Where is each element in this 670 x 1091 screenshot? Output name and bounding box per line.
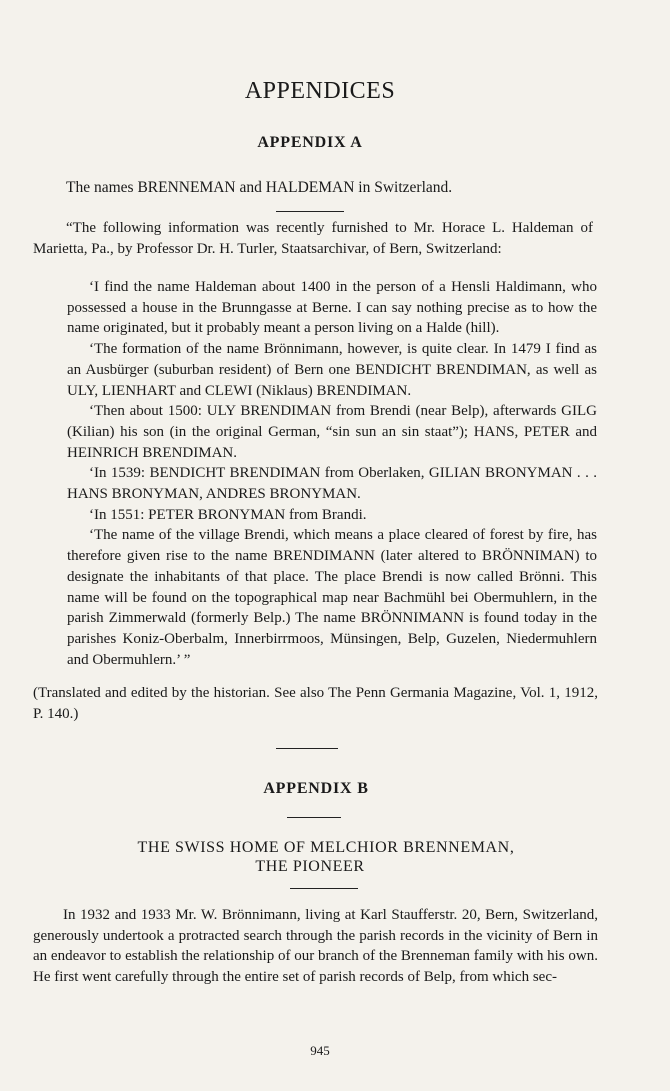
quote-paragraph: ‘I find the name Haldeman about 1400 in the person of a Hensli Haldimann, who possessed a house in the Brunngasse at Berne. I can say nothing precise as to how the name originated, but it probably meant a person living on a Halde (hill).	[67, 279, 597, 337]
divider-rule	[287, 817, 341, 818]
appendix-b-title: APPENDIX B	[263, 780, 369, 797]
appendix-a-title: APPENDIX A	[257, 134, 363, 151]
appendix-b-subtitle-line2: THE PIONEER	[255, 858, 365, 875]
appendix-b-subtitle-line1: THE SWISS HOME OF MELCHIOR BRENNEMAN,	[137, 839, 515, 856]
divider-rule	[276, 748, 338, 749]
appendix-b-paragraph: In 1932 and 1933 Mr. W. Brönnimann, living at Karl Staufferstr. 20, Bern, Switzerland, generously undertook a protracted search through the parish records in the vicinity of Bern in an endeavor to establish the relationship of our branch of the Brenneman family with his own. He first went carefully through the entire set of parish records of Belp, from which sec-	[33, 907, 598, 986]
divider-rule	[290, 888, 358, 889]
page-number: 945	[310, 1043, 330, 1058]
translation-note: (Translated and edited by the historian. See also The Penn Germania Magazine, Vol. 1, 1912, P. 140.)	[33, 685, 598, 722]
quoted-letter	[67, 277, 597, 670]
quote-paragraph: ‘The name of the village Brendi, which means a place cleared of forest by fire, has therefore given rise to the name BRENDIMANN (later altered to BRÖNNIMAN) to designate the inhabitants of that place. The place Brendi is now called Brönni. This name will be found on the topographical map near Bachmühl bei Obermuhlern, in the parish Zimmerwald (formerly Belp.) The name BRÖNNIMANN is found today in the parishes Koniz-Oberbalm, Innerbirrmoos, Münsingen, Belp, Guzelen, Niedermuhlern and Obermuhlern.’ ”	[67, 527, 597, 668]
quote-paragraph: ‘Then about 1500: ULY BRENDIMAN from Brendi (near Belp), afterwards GILG (Kilian) his son (in the original German, “sin sun an sin staat”); HANS, PETER and HEINRICH BRENDIMAN.	[67, 403, 597, 461]
intro-paragraph: “The following information was recently furnished to Mr. Horace L. Haldeman of Marietta, Pa., by Professor Dr. H. Turler, Staatsarchivar, of Bern, Switzerland:	[33, 220, 593, 257]
page-heading: APPENDICES	[244, 78, 396, 104]
appendix-a-subtitle: The names BRENNEMAN and HALDEMAN in Switzerland.	[66, 179, 453, 196]
quote-paragraph: ‘In 1539: BENDICHT BRENDIMAN from Oberlaken, GILIAN BRONYMAN . . . HANS BRONYMAN, ANDRES BRONYMAN.	[67, 465, 597, 503]
divider-rule	[276, 211, 344, 212]
quote-paragraph: ‘The formation of the name Brönnimann, however, is quite clear. In 1479 I find as an Ausbürger (suburban resident) of Bern one BENDICHT BRENDIMAN, as well as ULY, LIENHART and CLEWI (Niklaus) BRENDIMAN.	[67, 341, 597, 399]
quote-paragraph: ‘In 1551: PETER BRONYMAN from Brandi.	[89, 506, 367, 523]
